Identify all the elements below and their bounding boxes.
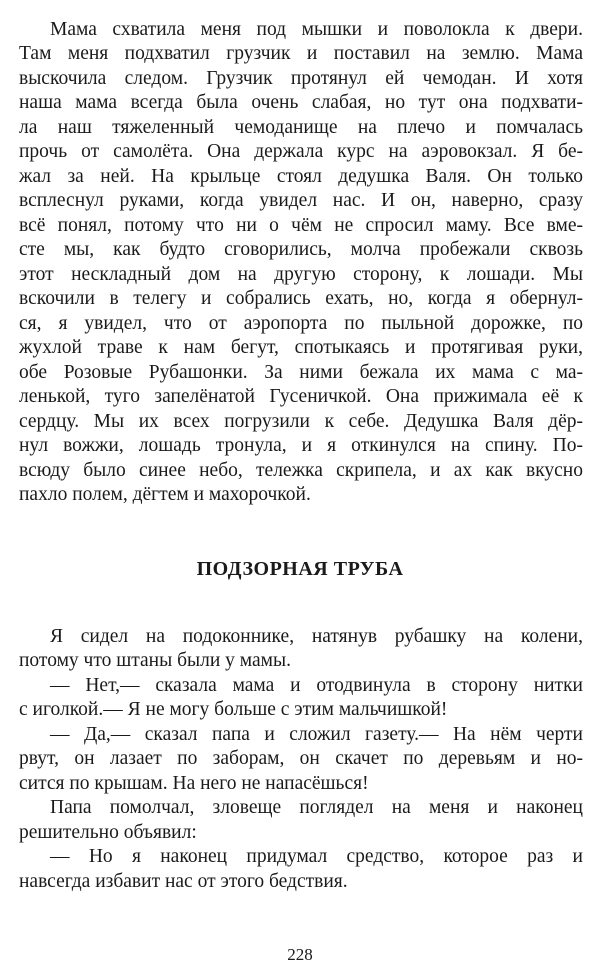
text-line: этот нескладный дом на другую сторону, к лошади. Мы: [19, 264, 583, 285]
text-line: жал за ней. На крыльце стоял дедушка Валя. Он только: [19, 166, 583, 187]
text-line: пахло полем, дёгтем и махорочкой.: [19, 484, 311, 505]
dialogue-line: — Но я наконец придумал средство, которое раз и: [50, 846, 583, 867]
text-line: вскочили в телегу и собрались ехать, но, когда я обернул-: [19, 288, 583, 309]
text-line: ленькой, туго запелёнатой Гусеничкой. Она прижимала её к: [19, 386, 583, 407]
dialogue-line: с иголкой.— Я не могу больше с этим мальчишкой!: [19, 699, 448, 720]
dialogue-line: сится по крышам. На него не напасёшься!: [19, 773, 369, 794]
text-line: сте мы, как будто сговорились, молча пробежали сквозь: [19, 239, 583, 260]
text-line: решительно объявил:: [19, 822, 197, 843]
text-line: сердцу. Мы их всех погрузили к себе. Дедушка Валя дёр-: [19, 411, 583, 432]
text-line: ся, я увидел, что от аэропорта по пыльной дорожке, по: [19, 313, 583, 334]
dialogue-line: — Нет,— сказала мама и отодвинула в сторону нитки: [50, 675, 583, 696]
dialogue-line: — Да,— сказал папа и сложил газету.— На нём черти: [50, 724, 583, 745]
text-line: ла наш тяжеленный чемоданище на плечо и помчалась: [19, 117, 583, 138]
text-line: Там меня подхватил грузчик и поставил на землю. Мама: [19, 43, 583, 64]
text-line: потому что штаны были у мамы.: [19, 650, 291, 671]
text-line: Я сидел на подоконнике, натянув рубашку на колени,: [50, 626, 583, 647]
dialogue-line: рвут, он лазает по заборам, он скачет по деревьям и но-: [19, 748, 583, 769]
text-line: Мама схватила меня под мышки и поволокла к двери.: [50, 19, 583, 40]
text-line: нул вожжи, лошадь тронула, и я откинулся на спину. По-: [19, 435, 583, 456]
chapter-title: ПОДЗОРНАЯ ТРУБА: [196, 558, 404, 580]
page-number: 228: [287, 945, 313, 964]
text-line: всплеснул руками, когда увидел нас. И он, наверно, сразу: [19, 190, 583, 211]
text-line: жухлой траве к нам бегут, спотыкаясь и протягивая руки,: [19, 337, 583, 358]
dialogue-line: навсегда избавит нас от этого бедствия.: [19, 871, 348, 892]
text-line: всюду было синее небо, тележка скрипела, и ах как вкусно: [19, 460, 583, 481]
text-line: обе Розовые Рубашонки. За ними бежала их мама с ма-: [19, 362, 583, 383]
text-line: всё понял, потому что ни о чём не спросил маму. Все вме-: [19, 215, 583, 236]
text-line: наша мама всегда была очень слабая, но тут она подхвати-: [19, 92, 583, 113]
text-line: Папа помолчал, зловеще поглядел на меня и наконец: [50, 797, 583, 818]
text-line: прочь от самолёта. Она держала курс на аэровокзал. Я бе-: [19, 141, 583, 162]
text-line: выскочила следом. Грузчик протянул ей чемодан. И хотя: [19, 68, 583, 89]
